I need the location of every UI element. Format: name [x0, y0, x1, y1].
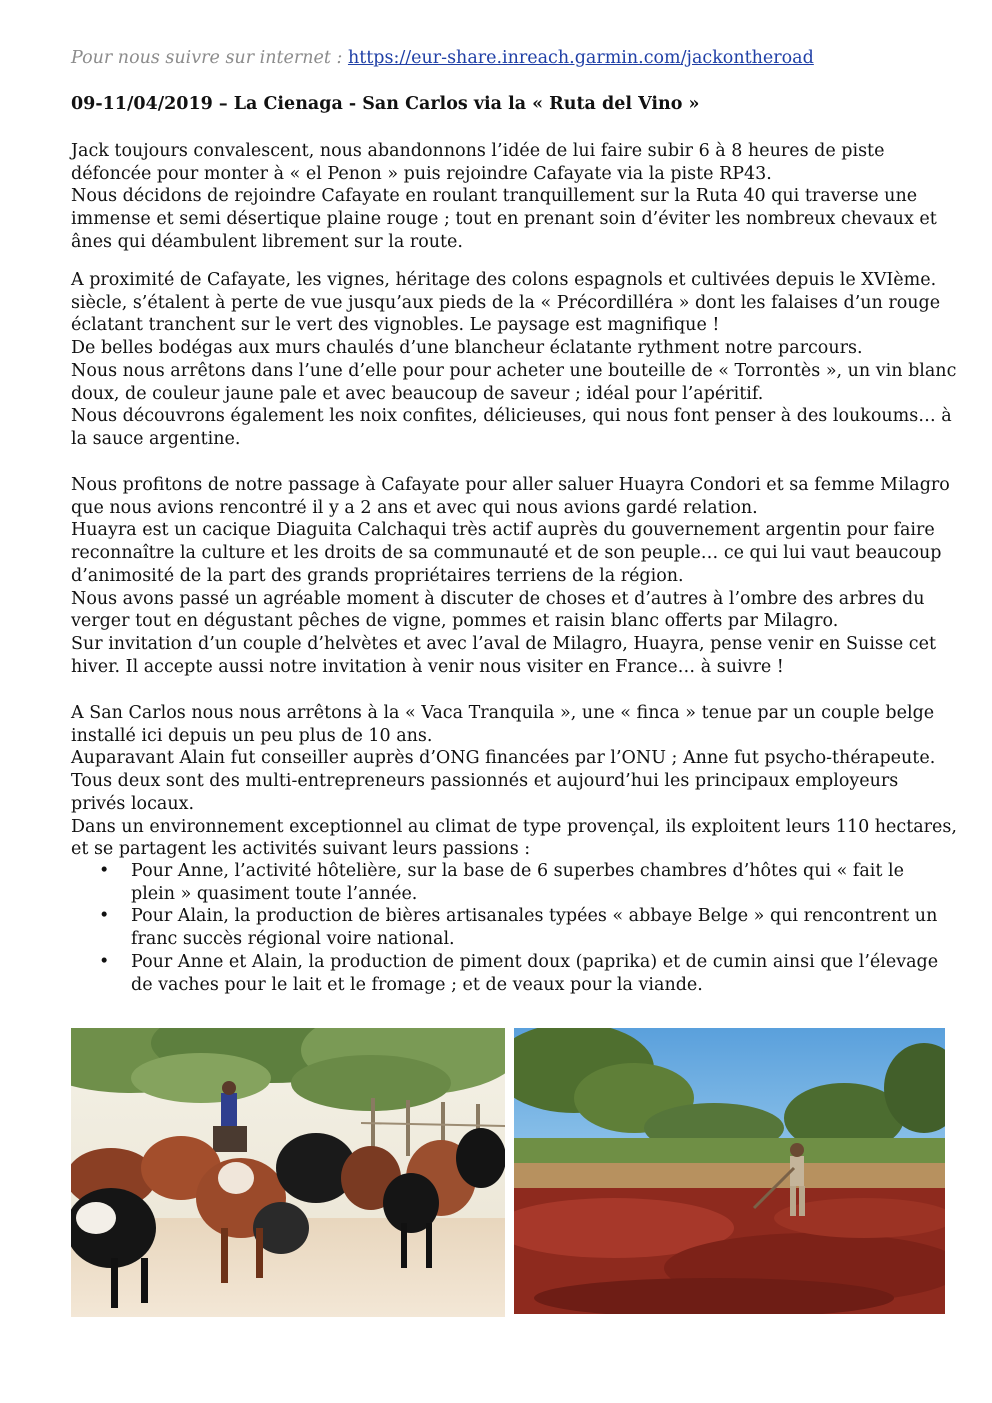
text-line: Huayra est un cacique Diaguita Calchaqui très actif auprès du gouvernement argentin pour faire: [71, 520, 935, 541]
text-line: d’animosité de la part des grands propriétaires terriens de la région.: [71, 565, 684, 586]
bullet-list: [71, 860, 951, 996]
text-line: Nous découvrons également les noix confites, délicieuses, qui nous font penser à des loukoums… à: [71, 406, 952, 427]
follow-label: Pour nous suivre sur internet :: [71, 48, 343, 68]
text-line: hiver. Il accepte aussi notre invitation à venir nous visiter en France… à suivre !: [71, 656, 784, 677]
bullet-icon: •: [99, 861, 110, 881]
text-line: Auparavant Alain fut conseiller auprès d’ONG financées par l’ONU ; Anne fut psycho-thérapeute.: [71, 748, 936, 769]
text-line: doux, de couleur jaune pale et avec beaucoup de saveur ; idéal pour l’apéritif.: [71, 383, 764, 404]
text-line: Pour Anne, l’activité hôtelière, sur la base de 6 superbes chambres d’hôtes qui « fait le: [131, 861, 904, 881]
text-line: plein » quasiment toute l’année.: [131, 883, 418, 904]
paragraph-4: [71, 702, 957, 861]
text-line: défoncée pour monter à « el Penon » puis rejoindre Cafayate via la piste RP43.: [71, 163, 772, 184]
bullet-icon: •: [99, 951, 110, 972]
text-line: Nous décidons de rejoindre Cafayate en roulant tranquillement sur la Ruta 40 qui traverse une: [71, 186, 918, 207]
paragraph-1: [71, 140, 951, 254]
text-line: éclatant tranchent sur le vert des vignobles. Le paysage est magnifique !: [71, 315, 720, 336]
text-line: installé ici depuis un peu plus de 10 ans.: [71, 725, 433, 746]
list-item: [71, 951, 951, 996]
text-line: Pour Anne et Alain, la production de piment doux (paprika) et de cumin ainsi que l’élevage: [131, 951, 939, 972]
photo-paprika-field: [514, 1028, 945, 1314]
photo-cattle-herd: [71, 1028, 505, 1317]
text-line: Nous avons passé un agréable moment à discuter de choses et d’autres à l’ombre des arbres du: [71, 588, 925, 609]
text-line: de vaches pour le lait et le fromage ; et de veaux pour la viande.: [131, 974, 703, 995]
text-line: que nous avions rencontré il y a 2 ans et avec qui nous avions gardé relation.: [71, 497, 758, 518]
text-line: De belles bodégas aux murs chaulés d’une blancheur éclatante rythment notre parcours.: [71, 338, 863, 359]
follow-line: [71, 48, 814, 68]
list-item: [71, 905, 951, 950]
text-line: Jack toujours convalescent, nous abandonnons l’idée de lui faire subir 6 à 8 heures de piste: [71, 141, 885, 161]
text-line: siècle, s’étalent à perte de vue jusqu’aux pieds de la « Précordilléra » dont les falaises d’un rouge: [71, 292, 941, 313]
cattle-herd-image: [71, 1028, 505, 1317]
text-line: A San Carlos nous nous arrêtons à la « Vaca Tranquila », une « finca » tenue par un couple belge: [71, 703, 935, 723]
text-line: Sur invitation d’un couple d’helvètes et avec l’aval de Milagro, Huayra, pense venir en Suisse cet: [71, 633, 936, 654]
paragraph-2: [71, 269, 957, 451]
text-line: et se partagent les activités suivant leurs passions :: [71, 839, 531, 860]
text-line: A proximité de Cafayate, les vignes, héritage des colons espagnols et cultivées depuis le XVIème.: [71, 270, 937, 290]
paprika-field-image: [514, 1028, 945, 1314]
page-title: 09-11/04/2019 – La Cienaga - San Carlos via la « Ruta del Vino »: [71, 94, 700, 114]
text-line: la sauce argentine.: [71, 428, 241, 449]
text-line: privés locaux.: [71, 793, 195, 814]
text-line: Nous profitons de notre passage à Cafayate pour aller saluer Huayra Condori et sa femme Milagro: [71, 475, 950, 495]
text-line: immense et semi désertique plaine rouge ; tout en prenant soin d’éviter les nombreux chevaux et: [71, 209, 937, 230]
text-line: Dans un environnement exceptionnel au climat de type provençal, ils exploitent leurs 110 hectares,: [71, 816, 957, 837]
text-line: reconnaître la culture et les droits de sa communauté et de son peuple… ce qui lui vaut beaucoup: [71, 543, 942, 564]
paragraph-3: [71, 474, 951, 678]
text-line: verger tout en dégustant pêches de vigne, pommes et raisin blanc offerts par Milagro.: [71, 611, 839, 632]
list-item: [71, 860, 951, 905]
tracking-link[interactable]: https://eur-share.inreach.garmin.com/jackontheroad: [347, 48, 814, 68]
text-line: Pour Alain, la production de bières artisanales typées « abbaye Belge » qui rencontrent un: [131, 906, 938, 927]
text-line: Nous nous arrêtons dans l’une d’elle pour pour acheter une bouteille de « Torrontès », un vin blanc: [71, 360, 957, 381]
bullet-icon: •: [99, 906, 110, 927]
text-line: franc succès régional voire national.: [131, 929, 455, 950]
text-line: Tous deux sont des multi-entrepreneurs passionnés et aujourd’hui les principaux employeurs: [71, 771, 899, 792]
text-line: ânes qui déambulent librement sur la route.: [71, 231, 463, 252]
